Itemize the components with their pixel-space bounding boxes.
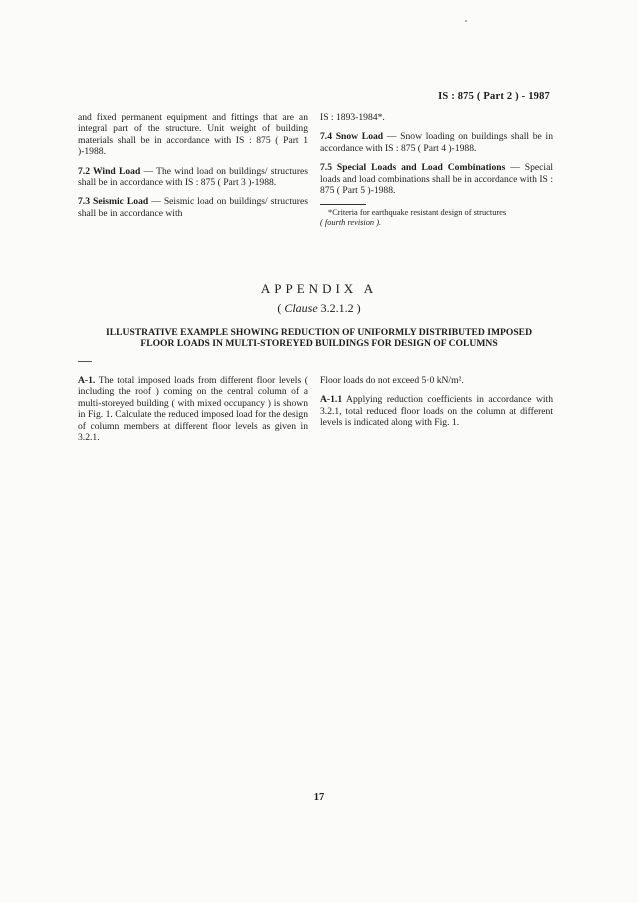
right-column-top bbox=[320, 112, 553, 228]
heading-rule bbox=[78, 361, 92, 362]
para-weight: and fixed permanent equipment and fittings that are an integral part of the structure. Unit weight of building materials shall be in accordance with IS : 875 ( Part 1 )-1988. bbox=[78, 112, 308, 158]
para-a1: A-1. The total imposed loads from different floor levels ( including the roof ) coming on the central column of a multi-storeyed building ( with mixed occupancy ) is shown in Fig. 1. Calculate the reduced imposed load for the design of column members at different floor levels as given in 3.2.1. bbox=[78, 375, 308, 444]
footnote: *Criteria for earthquake resistant design of structures ( fourth revision ). bbox=[320, 208, 507, 228]
appendix-heading: ILLUSTRATIVE EXAMPLE SHOWING REDUCTION OF UNIFORMLY DISTRIBUTED IMPOSED FLOOR LOADS IN MULTI-STOREYED BUILDINGS FOR DESIGN OF COLUMNS bbox=[105, 327, 532, 350]
left-column-top bbox=[78, 112, 308, 227]
footnote-rule bbox=[320, 204, 366, 205]
para-wind-load: 7.2 Wind Load — The wind load on buildings/ structures shall be in accordance with IS : 875 ( Part 3 )-1988. bbox=[78, 165, 309, 189]
para-a1-1: A-1.1 Applying reduction coefficients in accordance with 3.2.1, total reduced floor loads on the column at different levels is indicated along with Fig. 1. bbox=[320, 394, 553, 429]
appendix-clause: ( Clause 3.2.1.2 ) bbox=[277, 301, 361, 315]
para-snow-load: 7.4 Snow Load — Snow loading on buildings shall be in accordance with IS : 875 ( Part 4 )-1988. bbox=[320, 131, 553, 154]
para-floor-loads: Floor loads do not exceed 5·0 kN/m². bbox=[320, 375, 464, 386]
speck bbox=[465, 20, 467, 22]
right-column-bottom bbox=[320, 375, 553, 437]
page-number: 17 bbox=[313, 792, 325, 803]
left-column-bottom bbox=[78, 375, 308, 451]
para-seismic-ref: IS : 1893-1984*. bbox=[320, 112, 385, 123]
standard-header: IS : 875 ( Part 2 ) - 1987 bbox=[438, 91, 550, 102]
para-special-loads: 7.5 Special Loads and Load Combinations — Special loads and load combinations shall be in accordance with IS : 875 ( Part 5 )-1988. bbox=[320, 162, 553, 197]
para-seismic-load: 7.3 Seismic Load — Seismic load on buildings/ structures shall be in accordance with bbox=[78, 196, 308, 219]
appendix-title: APPENDIX A bbox=[260, 281, 378, 296]
